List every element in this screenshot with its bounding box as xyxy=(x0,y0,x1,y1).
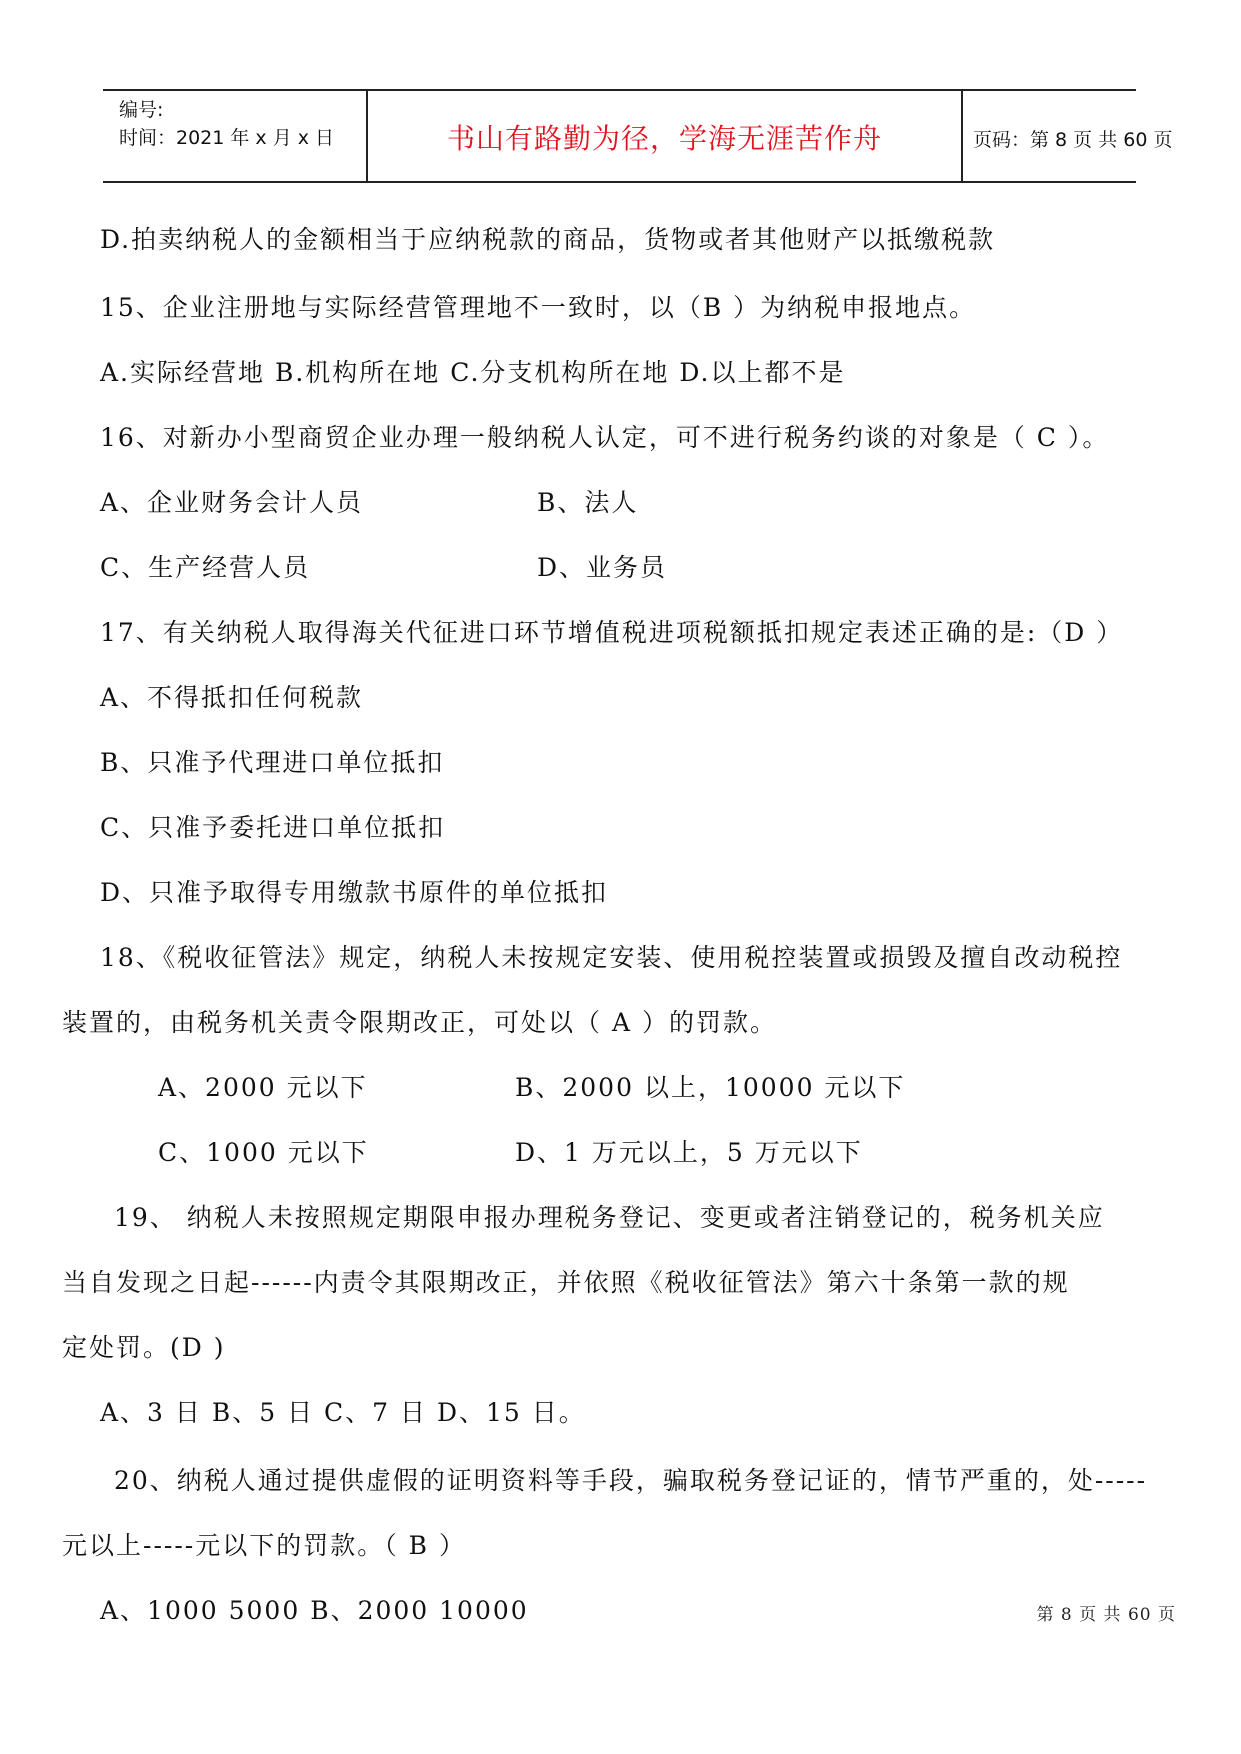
option-c: C、只准予委托进口单位抵扣 xyxy=(100,813,446,842)
serial-number-label: 编号: xyxy=(119,99,164,121)
option-b: B、只准予代理进口单位抵扣 xyxy=(100,748,445,777)
date-label: 时间：2021 年 x 月 x 日 xyxy=(119,127,335,149)
header-page-cell xyxy=(963,91,1173,181)
options-line: A、3 日 B、5 日 C、7 日 D、15 日。 xyxy=(100,1398,586,1427)
option-d: D、1 万元以上，5 万元以下 xyxy=(515,1138,863,1167)
options-line: A、1000 5000 B、2000 10000 xyxy=(100,1596,529,1625)
header-meta-cell xyxy=(103,91,368,181)
question-19-answer: 定处罚。(D ) xyxy=(62,1333,226,1362)
option-b: B、2000 以上，10000 元以下 xyxy=(515,1073,906,1102)
option-line: D.拍卖纳税人的金额相当于应纳税款的商品，货物或者其他财产以抵缴税款 xyxy=(100,225,996,254)
question-17: 17、有关纳税人取得海关代征进口环节增值税进项税额抵扣规定表述正确的是:（D ） xyxy=(100,618,1124,647)
option-c: C、1000 元以下 xyxy=(158,1138,369,1167)
options-line: A.实际经营地 B.机构所在地 C.分支机构所在地 D.以上都不是 xyxy=(100,358,846,387)
page-header xyxy=(103,89,1173,183)
question-15: 15、企业注册地与实际经营管理地不一致时，以（B ）为纳税申报地点。 xyxy=(100,293,977,322)
question-16: 16、对新办小型商贸企业办理一般纳税人认定，可不进行税务约谈的对象是（ C ）。 xyxy=(100,423,1110,452)
option-d: D、业务员 xyxy=(537,553,668,582)
question-18-continued: 装置的，由税务机关责令限期改正，可处以（ A ）的罚款。 xyxy=(62,1008,777,1037)
option-a: A、企业财务会计人员 xyxy=(100,488,364,517)
question-20-continued: 元以上-----元以下的罚款。（ B ） xyxy=(62,1531,467,1560)
option-b: B、法人 xyxy=(537,488,639,517)
question-19-continued: 当自发现之日起------内责令其限期改正，并依照《税收征管法》第六十条第一款的规 xyxy=(62,1268,1070,1297)
header-motto: 书山有路勤为径，学海无涯苦作舟 xyxy=(446,122,882,155)
header-page-number: 页码：第 8 页 共 60 页 xyxy=(973,129,1173,151)
header-motto-cell xyxy=(368,91,963,181)
option-a: A、不得抵扣任何税款 xyxy=(100,683,364,712)
question-20: 20、纳税人通过提供虚假的证明资料等手段，骗取税务登记证的，情节严重的，处----- xyxy=(114,1466,1148,1495)
question-18: 18、《税收征管法》规定，纳税人未按规定安装、使用税控装置或损毁及擅自改动税控 xyxy=(100,943,1123,972)
option-c: C、生产经营人员 xyxy=(100,553,311,582)
option-a: A、2000 元以下 xyxy=(158,1073,368,1102)
question-19: 19、 纳税人未按照规定期限申报办理税务登记、变更或者注销登记的，税务机关应 xyxy=(114,1203,1105,1232)
option-d: D、只准予取得专用缴款书原件的单位抵扣 xyxy=(100,878,609,907)
footer-page-number: 第 8 页 共 60 页 xyxy=(1036,1605,1176,1625)
